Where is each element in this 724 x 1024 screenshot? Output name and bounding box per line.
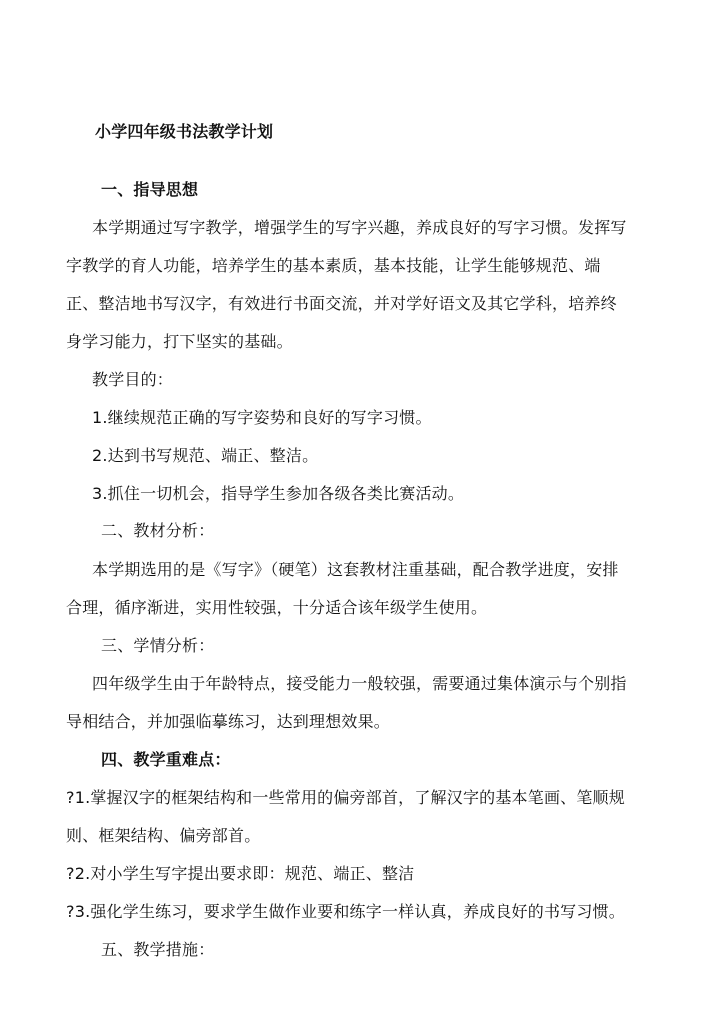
paragraph-line: 本学期选用的是《写字》（硬笔）这套教材注重基础，配合教学进度，安排: [92, 560, 619, 579]
paragraph-line: 四年级学生由于年龄特点，接受能力一般较强，需要通过集体演示与个别指: [92, 674, 627, 693]
paragraph-line: 导相结合，并加强临摹练习，达到理想效果。: [66, 712, 391, 731]
key-point-item: ?2.对小学生写字提出要求即：规范、端正、整洁: [66, 864, 415, 883]
paragraph-line: 身学习能力，打下坚实的基础。: [66, 332, 293, 351]
paragraph-line: 合理，循序渐进，实用性较强，十分适合该年级学生使用。: [66, 598, 488, 617]
key-point-item: ?1.掌握汉字的框架结构和一些常用的偏旁部首，了解汉字的基本笔画、笔顺规: [66, 788, 625, 807]
section-heading-guiding-ideology: 一、指导思想: [101, 180, 199, 199]
paragraph-line: 字教学的育人功能，培养学生的基本素质，基本技能，让学生能够规范、端: [66, 256, 601, 275]
paragraph-line: 正、整洁地书写汉字，有效进行书面交流，并对学好语文及其它学科，培养终: [66, 294, 617, 313]
document-title: 小学四年级书法教学计划: [95, 122, 274, 141]
section-heading-student-analysis: 三、学情分析：: [101, 636, 215, 655]
goal-item: 1.继续规范正确的写字姿势和良好的写字习惯。: [92, 408, 432, 427]
key-point-item: ?3.强化学生练习，要求学生做作业要和练字一样认真，养成良好的书写习惯。: [66, 902, 625, 921]
section-heading-key-points: 四、教学重难点：: [101, 750, 231, 769]
section-heading-textbook-analysis: 二、教材分析：: [101, 521, 215, 540]
section-heading-teaching-measures: 五、教学措施：: [101, 940, 215, 959]
goal-item: 3.抓住一切机会，指导学生参加各级各类比赛活动。: [92, 484, 465, 503]
goal-item: 2.达到书写规范、端正、整洁。: [92, 446, 319, 465]
paragraph-line: 本学期通过写字教学，增强学生的写字兴趣，养成良好的写字习惯。发挥写: [92, 218, 627, 237]
goals-label: 教学目的：: [92, 370, 174, 389]
key-point-item: 则、框架结构、偏旁部首。: [66, 826, 261, 845]
